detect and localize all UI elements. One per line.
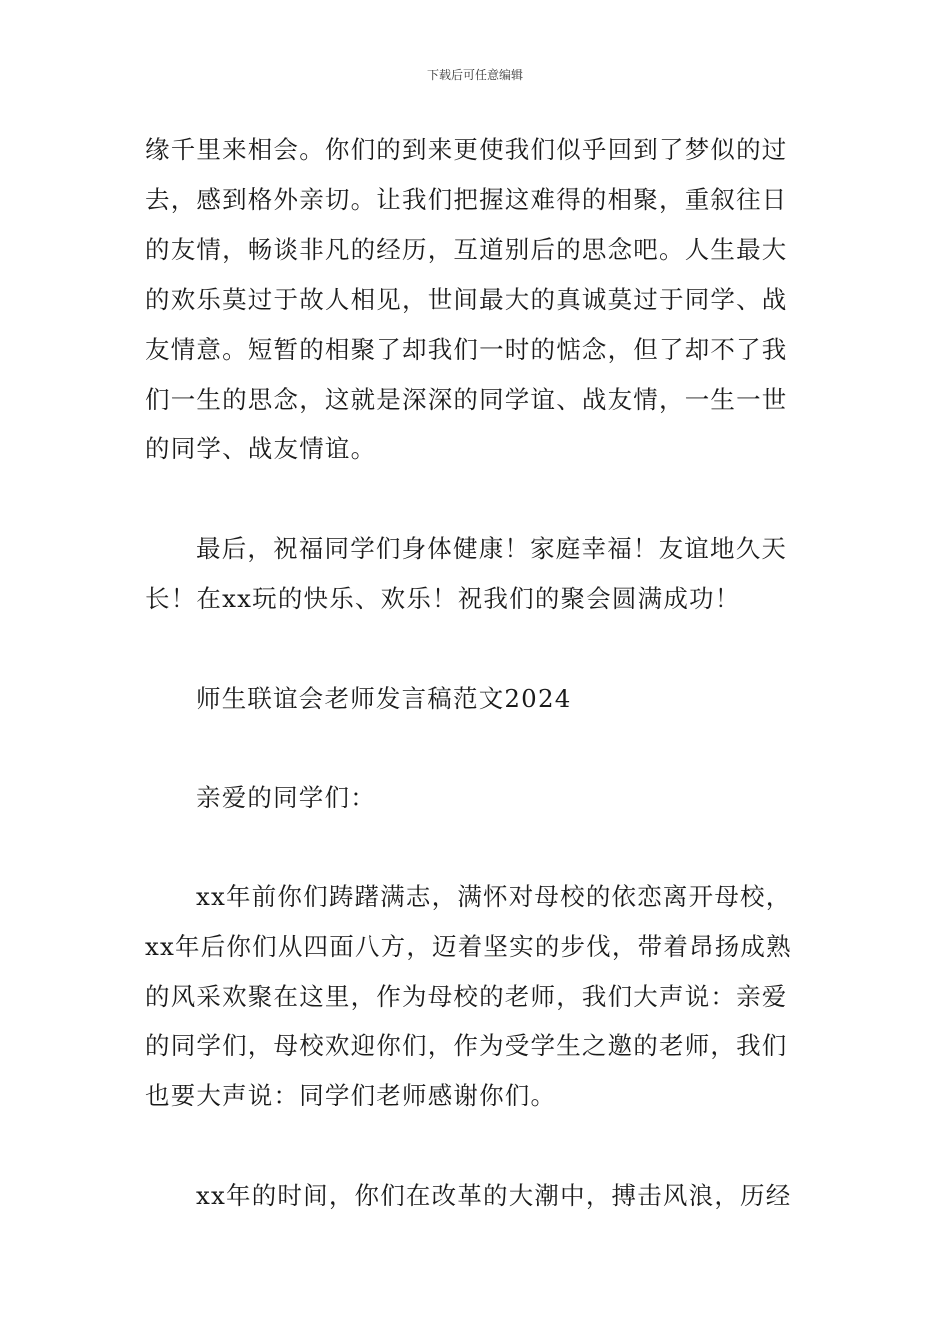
paragraph-line: 去，感到格外亲切。让我们把握这难得的相聚，重叙往日 [145,185,788,214]
paragraph-line: 的同学、战友情谊。 [145,434,377,463]
paragraph-line: 友情意。短暂的相聚了却我们一时的惦念，但了却不了我 [145,335,788,364]
paragraph-line: 也要大声说：同学们老师感谢你们。 [145,1081,557,1110]
paragraph-line: 的风采欢聚在这里，作为母校的老师，我们大声说：亲爱 [145,982,788,1011]
paragraph-line: 缘千里来相会。你们的到来更使我们似乎回到了梦似的过 [145,135,788,164]
paragraph-line: 们一生的思念，这就是深深的同学谊、战友情，一生一世 [145,385,788,414]
salutation: 亲爱的同学们： [196,783,376,812]
page-header: 下载后可任意编辑 [426,68,523,82]
paragraph-line: 的欢乐莫过于故人相见，世间最大的真诚莫过于同学、战 [145,285,788,314]
paragraph-line: xx年前你们踌躇满志，满怀对母校的依恋离开母校， [196,882,792,911]
section-title: 师生联谊会老师发言稿范文2024 [196,684,572,713]
paragraph-line: xx年的时间，你们在改革的大潮中，搏击风浪，历经 [196,1181,792,1210]
paragraph-line: 的同学们，母校欢迎你们，作为受学生之邀的老师，我们 [145,1031,788,1060]
paragraph-line: 长！在xx玩的快乐、欢乐！祝我们的聚会圆满成功！ [145,584,741,613]
paragraph-line: 最后，祝福同学们身体健康！家庭幸福！友谊地久天 [196,534,788,563]
paragraph-line: xx年后你们从四面八方，迈着坚实的步伐，带着昂扬成熟 [145,932,792,961]
paragraph-line: 的友情，畅谈非凡的经历，互道别后的思念吧。人生最大 [145,235,788,264]
